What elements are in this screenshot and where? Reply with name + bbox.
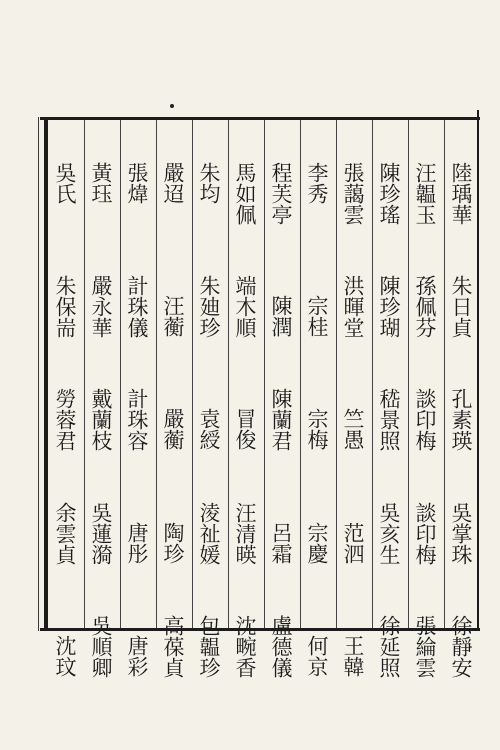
name-entry: 王韓 bbox=[341, 635, 365, 677]
name-entry: 陳蘭君 bbox=[269, 388, 293, 451]
name-entry: 徐延照 bbox=[377, 615, 401, 678]
name-entry: 汪清暎 bbox=[233, 502, 257, 565]
name-entry: 馬如佩 bbox=[233, 162, 257, 225]
name-entry: 沈玟 bbox=[53, 635, 77, 677]
name-entry: 沈畹香 bbox=[233, 615, 257, 678]
name-entry: 嵇景照 bbox=[377, 388, 401, 451]
name-entry: 吳掌珠 bbox=[449, 502, 473, 565]
frame-top-rule bbox=[40, 117, 480, 120]
name-entry: 唐彩 bbox=[125, 635, 149, 677]
name-entry: 宗梅 bbox=[305, 408, 329, 450]
name-entry: 陳珍瑚 bbox=[377, 275, 401, 338]
frame-left-outer-rule bbox=[38, 117, 39, 631]
name-entry: 唐彤 bbox=[125, 522, 149, 564]
name-entry: 嚴迢 bbox=[161, 162, 185, 204]
name-entry: 余雲貞 bbox=[53, 502, 77, 565]
name-entry: 包韞珍 bbox=[197, 615, 221, 678]
name-entry: 何京 bbox=[305, 635, 329, 677]
name-entry: 冒俊 bbox=[233, 408, 257, 450]
name-entry: 嚴永華 bbox=[89, 275, 113, 338]
name-entry: 朱日貞 bbox=[449, 275, 473, 338]
name-entry: 談印梅 bbox=[413, 388, 437, 451]
name-entry: 張藹雲 bbox=[341, 162, 365, 225]
name-entry: 嚴蘅 bbox=[161, 408, 185, 450]
name-entry: 吳蓮漪 bbox=[89, 502, 113, 565]
name-entry: 吳亥生 bbox=[377, 502, 401, 565]
name-entry: 徐靜安 bbox=[449, 615, 473, 678]
name-entry: 陳潤 bbox=[269, 295, 293, 337]
name-entry: 吳順卿 bbox=[89, 615, 113, 678]
name-entry: 袁綬 bbox=[197, 408, 221, 450]
name-entry: 孫佩芬 bbox=[413, 275, 437, 338]
name-entry: 程芙亭 bbox=[269, 162, 293, 225]
name-entry: 張煒 bbox=[125, 162, 149, 204]
name-entry: 淩祉媛 bbox=[197, 502, 221, 565]
name-entry: 汪蘅 bbox=[161, 295, 185, 337]
name-entry: 黃珏 bbox=[89, 162, 113, 204]
name-entry: 盧德儀 bbox=[269, 615, 293, 678]
name-entry: 高葆貞 bbox=[161, 615, 185, 678]
name-entry: 陳珍瑤 bbox=[377, 162, 401, 225]
name-entry: 汪韞玉 bbox=[413, 162, 437, 225]
name-entry: 戴蘭枝 bbox=[89, 388, 113, 451]
name-entry: 端木順 bbox=[233, 275, 257, 338]
name-entry: 范泗 bbox=[341, 522, 365, 564]
name-entry: 談印梅 bbox=[413, 502, 437, 565]
name-entry: 宗慶 bbox=[305, 522, 329, 564]
name-entry: 計珠容 bbox=[125, 388, 149, 451]
name-entry: 李秀 bbox=[305, 162, 329, 204]
name-entry: 陶珍 bbox=[161, 522, 185, 564]
name-entry: 計珠儀 bbox=[125, 275, 149, 338]
name-entry: 朱保耑 bbox=[53, 275, 77, 338]
name-entry: 勞蓉君 bbox=[53, 388, 77, 451]
name-entry: 朱廸珍 bbox=[197, 275, 221, 338]
name-entry: 宗桂 bbox=[305, 295, 329, 337]
name-entry: 洪暉堂 bbox=[341, 275, 365, 338]
name-entry: 呂霜 bbox=[269, 522, 293, 564]
name-entry: 竺愚 bbox=[341, 408, 365, 450]
name-entry: 張綸雲 bbox=[413, 615, 437, 678]
name-entry: 吳氏 bbox=[53, 162, 77, 204]
name-entry: 陸瑀華 bbox=[449, 162, 473, 225]
ink-dot bbox=[170, 104, 174, 108]
name-entry: 孔素瑛 bbox=[449, 388, 473, 451]
name-entry: 朱均 bbox=[197, 162, 221, 204]
